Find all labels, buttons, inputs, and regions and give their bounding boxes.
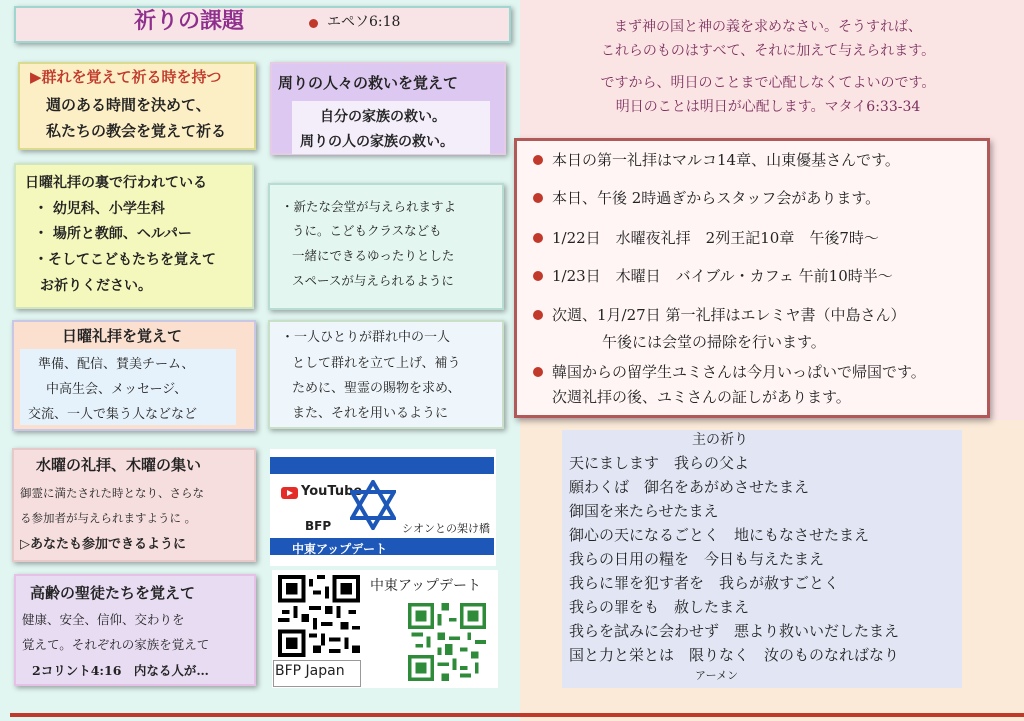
gather-line: 私たちの教会を覚えて祈る (46, 122, 227, 140)
spiritual-gifts-line: ために、聖霊の賜物を求め、 (292, 381, 461, 396)
salvation-line: 周りの人の家族の救い。 (300, 134, 454, 150)
new-building-line: うに。こどもクラスなども (292, 223, 442, 238)
new-building-line: スペースが与えられるように (292, 273, 454, 288)
bfp-label: BFP (305, 519, 332, 533)
children-ministry-line: ・そしてこどもたちを覚えて (34, 252, 216, 268)
qr-code-icon[interactable] (278, 575, 360, 661)
verse-line: 明日のことは明日が心配します。マタイ6:33-34 (615, 99, 921, 115)
verse-line: ですから、明日のことまで心配しなくてよいのです。 (600, 75, 936, 91)
salvation-line: 自分の家族の救い。 (320, 109, 446, 125)
salvation-heading: 周りの人々の救いを覚えて (278, 74, 459, 92)
elderly-line: 覚えて。それぞれの家族を覚えて (22, 637, 210, 652)
prayer-line: 願わくば 御名をあがめさせたまえ (569, 478, 810, 496)
children-ministry-line: お祈りください。 (40, 278, 152, 294)
children-ministry-line: ・ 場所と教師、ヘルパー (34, 226, 192, 242)
bullet-dot-icon (309, 19, 318, 28)
gather-heading: ▶群れを覚えて祈る時を持つ (30, 68, 222, 86)
prayer-line: 我らに罪を犯す者を 我らが赦すごとく (569, 574, 840, 592)
scripture-reference: エペソ6:18 (327, 14, 401, 30)
children-ministry-line: 日曜礼拝の裏で行われている (25, 175, 207, 191)
elderly-line: 2コリント4:16 内なる人が… (32, 663, 209, 678)
play-icon (287, 490, 293, 496)
prayer-line: 我らを試みに会わせず 悪より救いいだしたまえ (569, 622, 900, 640)
lords-prayer-title: 主の祈り (692, 432, 748, 448)
spiritual-gifts-line: ・一人ひとりが群れ中の一人 (281, 330, 451, 345)
bfp-tagline: シオンとの架け橋 (402, 522, 490, 535)
prayer-topics-header (14, 6, 511, 43)
verse-line: まず神の国と神の義を求めなさい。そうすれば、 (614, 19, 922, 35)
prayer-line: 天にまします 我らの父よ (569, 454, 750, 472)
star-of-david-icon (350, 480, 396, 534)
announcement-item: 次週礼拝の後、ユミさんの証しがあります。 (552, 388, 851, 406)
gather-line: 週のある時間を決めて、 (46, 96, 211, 114)
prayer-line: 国と力と栄とは 限りなく 汝のものなればなり (569, 646, 900, 664)
midweek-line: る参加者が与えられますように 。 (20, 511, 197, 525)
elderly-line: 健康、安全、信仰、交わりを (22, 612, 185, 627)
sunday-worship-line: 準備、配信、賛美チーム、 (38, 357, 195, 372)
bullet-dot-icon (533, 271, 543, 281)
banner-stripe (270, 457, 494, 474)
prayer-line: 御国を来たらせたまえ (569, 502, 719, 520)
qr-caption-middle-east: 中東アップデート (370, 578, 482, 594)
bottom-divider (10, 713, 1024, 717)
scripture-verse (548, 15, 988, 119)
announcement-item: 1/22日 水曜夜礼拝 2列王記10章 午後7時〜 (552, 229, 879, 247)
announcement-item: 韓国からの留学生ユミさんは今月いっぱいで帰国です。 (552, 363, 926, 381)
bullet-dot-icon (533, 367, 543, 377)
new-building-line: 一緒にできるゆったりとした (292, 248, 455, 263)
qr-caption-bfp-japan: BFP Japan (275, 663, 345, 679)
announcement-item: 次週、1月/27日 第一礼拝はエレミヤ書（中島さん） (552, 306, 906, 324)
bullet-dot-icon (533, 155, 543, 165)
sunday-worship-line: 交流、一人で集う人などなど (28, 407, 198, 422)
children-ministry-line: ・ 幼児科、小学生科 (34, 201, 165, 217)
bullet-dot-icon (533, 193, 543, 203)
midweek-heading: 水曜の礼拝、木曜の集い (36, 456, 202, 474)
new-building-line: ・新たな会堂が与えられますよ (281, 199, 457, 214)
youtube-label: YouTube (301, 484, 363, 499)
spiritual-gifts-line: として群れを立て上げ、補う (292, 356, 461, 371)
prayer-line: 我らの日用の糧を 今日も与えたまえ (569, 550, 825, 568)
bullet-dot-icon (533, 310, 543, 320)
bullet-dot-icon (533, 233, 543, 243)
announcement-item: 1/23日 木曜日 バイブル・カフェ 午前10時半〜 (552, 267, 893, 285)
announcement-item: 本日、午後 2時過ぎからスタッフ会があります。 (552, 189, 881, 207)
sunday-worship-heading: 日曜礼拝を覚えて (62, 327, 183, 345)
spiritual-gifts-line: また、それを用いるように (292, 406, 449, 421)
midweek-line: 御霊に満たされた時となり、さらな (20, 486, 204, 500)
prayer-line: 我らの罪をも 赦したまえ (569, 598, 750, 616)
midweek-line: ▷あなたも参加できるように (20, 537, 186, 552)
elderly-heading: 高齢の聖徒たちを覚えて (30, 584, 196, 602)
qr-code-icon[interactable] (408, 603, 486, 685)
page-title: 祈りの課題 (134, 8, 245, 34)
verse-line: これらのものはすべて、それに加えて与えられます。 (600, 43, 936, 59)
sunday-worship-line: 中高生会、メッセージ、 (46, 382, 188, 397)
prayer-line: 御心の天になるごとく 地にもなさせたまえ (569, 526, 870, 544)
announcement-item: 本日の第一礼拝はマルコ14章、山東優基さんです。 (552, 151, 900, 169)
middle-east-update-label: 中東アップデート (292, 542, 388, 556)
announcement-item: 午後には会堂の掃除を行います。 (602, 333, 826, 351)
prayer-amen: アーメン (695, 669, 739, 682)
